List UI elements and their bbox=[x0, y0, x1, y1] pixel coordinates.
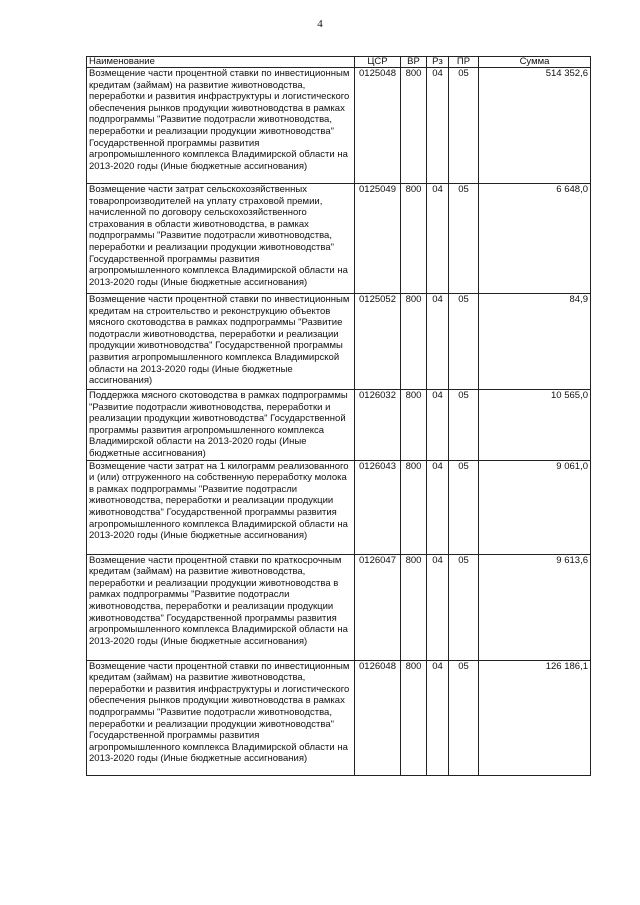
row-name: Возмещение части процентной ставки по инвестиционным кредитам (займам) на развитие животноводства, переработки и развития инфраструктуры и логистического обеспечения рынков продукции животноводства в рамках подпрограммы "Развитие подотрасли животноводства, переработки и реализации продукции животноводства" Государственной программы развития агропромышленного комплекса Владимирской области на 2013-2020 годы (Иные бюджетные ассигнования) bbox=[89, 660, 350, 765]
header-code: ЦСР bbox=[355, 57, 401, 68]
table-row bbox=[87, 554, 591, 660]
row-vr: 800 bbox=[401, 460, 427, 554]
row-rz: 04 bbox=[427, 294, 449, 390]
row-pr: 05 bbox=[449, 294, 479, 390]
header-sum: Сумма bbox=[479, 57, 591, 68]
table-header-row bbox=[87, 57, 591, 68]
header-rz: Рз bbox=[427, 57, 449, 68]
row-rz: 04 bbox=[427, 554, 449, 660]
header-vr: ВР bbox=[401, 57, 427, 68]
table-row bbox=[87, 294, 591, 390]
row-vr: 800 bbox=[401, 390, 427, 461]
header-pr: ПР bbox=[449, 57, 479, 68]
row-vr: 800 bbox=[401, 660, 427, 775]
row-name: Возмещение части затрат сельскохозяйственных товаропроизводителей на уплату страховой премии, начисленной по договору сельскохозяйственного страхования в области животноводства, в рамках подпрограммы "Развитие подотрасли животноводства, переработки и реализации продукции животноводства" Государственной программы развития агропромышленного комплекса Владимирской области на 2013-2020 годы (Иные бюджетные ассигнования) bbox=[89, 184, 348, 288]
row-code: 0125052 bbox=[355, 294, 401, 390]
row-name: Возмещение части затрат на 1 килограмм реализованного и (или) отгруженного на собственную переработку молока в рамках подпрограммы "Развитие подотрасли животноводства, переработки и реализации продукции животноводства" Государственной программы развития агропромышленного комплекса Владимирской области на 2013-2020 годы (Иные бюджетные ассигнования) bbox=[89, 460, 349, 542]
table-row bbox=[87, 68, 591, 184]
row-rz: 04 bbox=[427, 460, 449, 554]
row-sum: 126 186,1 bbox=[479, 660, 591, 775]
row-pr: 05 bbox=[449, 460, 479, 554]
row-code: 0126047 bbox=[355, 554, 401, 660]
row-code: 0126043 bbox=[355, 460, 401, 554]
table-row bbox=[87, 660, 591, 775]
row-vr: 800 bbox=[401, 294, 427, 390]
row-name: Возмещение части процентной ставки по инвестиционным кредитам на строительство и реконструкцию объектов мясного скотоводства в рамках подпрограммы "Развитие подотрасли животноводства, переработки и реализации продукции животноводства" Государственной программы развития агропромышленного комплекса Владимирской области на 2013-2020 годы (Иные бюджетные ассигнования) bbox=[89, 294, 350, 387]
row-rz: 04 bbox=[427, 68, 449, 184]
row-name: Возмещение части процентной ставки по инвестиционным кредитам (займам) на развитие животноводства, переработки и развития инфраструктуры и логистического обеспечения рынков продукции животноводства в рамках подпрограммы "Развитие подотрасли животноводства, переработки и реализации продукции животноводства" Государственной программы развития агропромышленного комплекса Владимирской области на 2013-2020 годы (Иные бюджетные ассигнования) bbox=[89, 68, 350, 172]
row-sum: 10 565,0 bbox=[479, 390, 591, 461]
row-sum: 84,9 bbox=[479, 294, 591, 390]
row-pr: 05 bbox=[449, 68, 479, 184]
page-number: 4 bbox=[317, 18, 323, 30]
row-rz: 04 bbox=[427, 660, 449, 775]
row-name: Возмещение части процентной ставки по краткосрочным кредитам (займам) на развитие животноводства, переработки и реализации продукции животноводства в рамках подпрограммы "Развитие подотрасли животноводства, переработки и реализации продукции животноводства" Государственной программы развития агропромышленного комплекса Владимирской области на 2013-2020 годы (Иные бюджетные ассигнования) bbox=[89, 554, 348, 647]
row-vr: 800 bbox=[401, 68, 427, 184]
row-code: 0126032 bbox=[355, 390, 401, 461]
row-vr: 800 bbox=[401, 554, 427, 660]
row-code: 0125049 bbox=[355, 184, 401, 294]
table-row bbox=[87, 460, 591, 554]
row-name: Поддержка мясного скотоводства в рамках подпрограммы "Развитие подотрасли животноводства, переработки и реализации продукции животноводства" Государственной программы развития агропромышленного комплекса Владимирской области на 2013-2020 годы (Иные бюджетные ассигнования) bbox=[89, 390, 348, 459]
row-sum: 9 061,0 bbox=[479, 460, 591, 554]
row-pr: 05 bbox=[449, 554, 479, 660]
row-pr: 05 bbox=[449, 390, 479, 461]
header-name: Наименование bbox=[87, 57, 355, 68]
row-sum: 514 352,6 bbox=[479, 68, 591, 184]
row-rz: 04 bbox=[427, 390, 449, 461]
row-code: 0125048 bbox=[355, 68, 401, 184]
table-row bbox=[87, 390, 591, 461]
row-sum: 6 648,0 bbox=[479, 184, 591, 294]
row-sum: 9 613,6 bbox=[479, 554, 591, 660]
budget-table bbox=[86, 56, 591, 776]
row-rz: 04 bbox=[427, 184, 449, 294]
row-pr: 05 bbox=[449, 660, 479, 775]
row-code: 0126048 bbox=[355, 660, 401, 775]
row-pr: 05 bbox=[449, 184, 479, 294]
table-row bbox=[87, 184, 591, 294]
row-vr: 800 bbox=[401, 184, 427, 294]
